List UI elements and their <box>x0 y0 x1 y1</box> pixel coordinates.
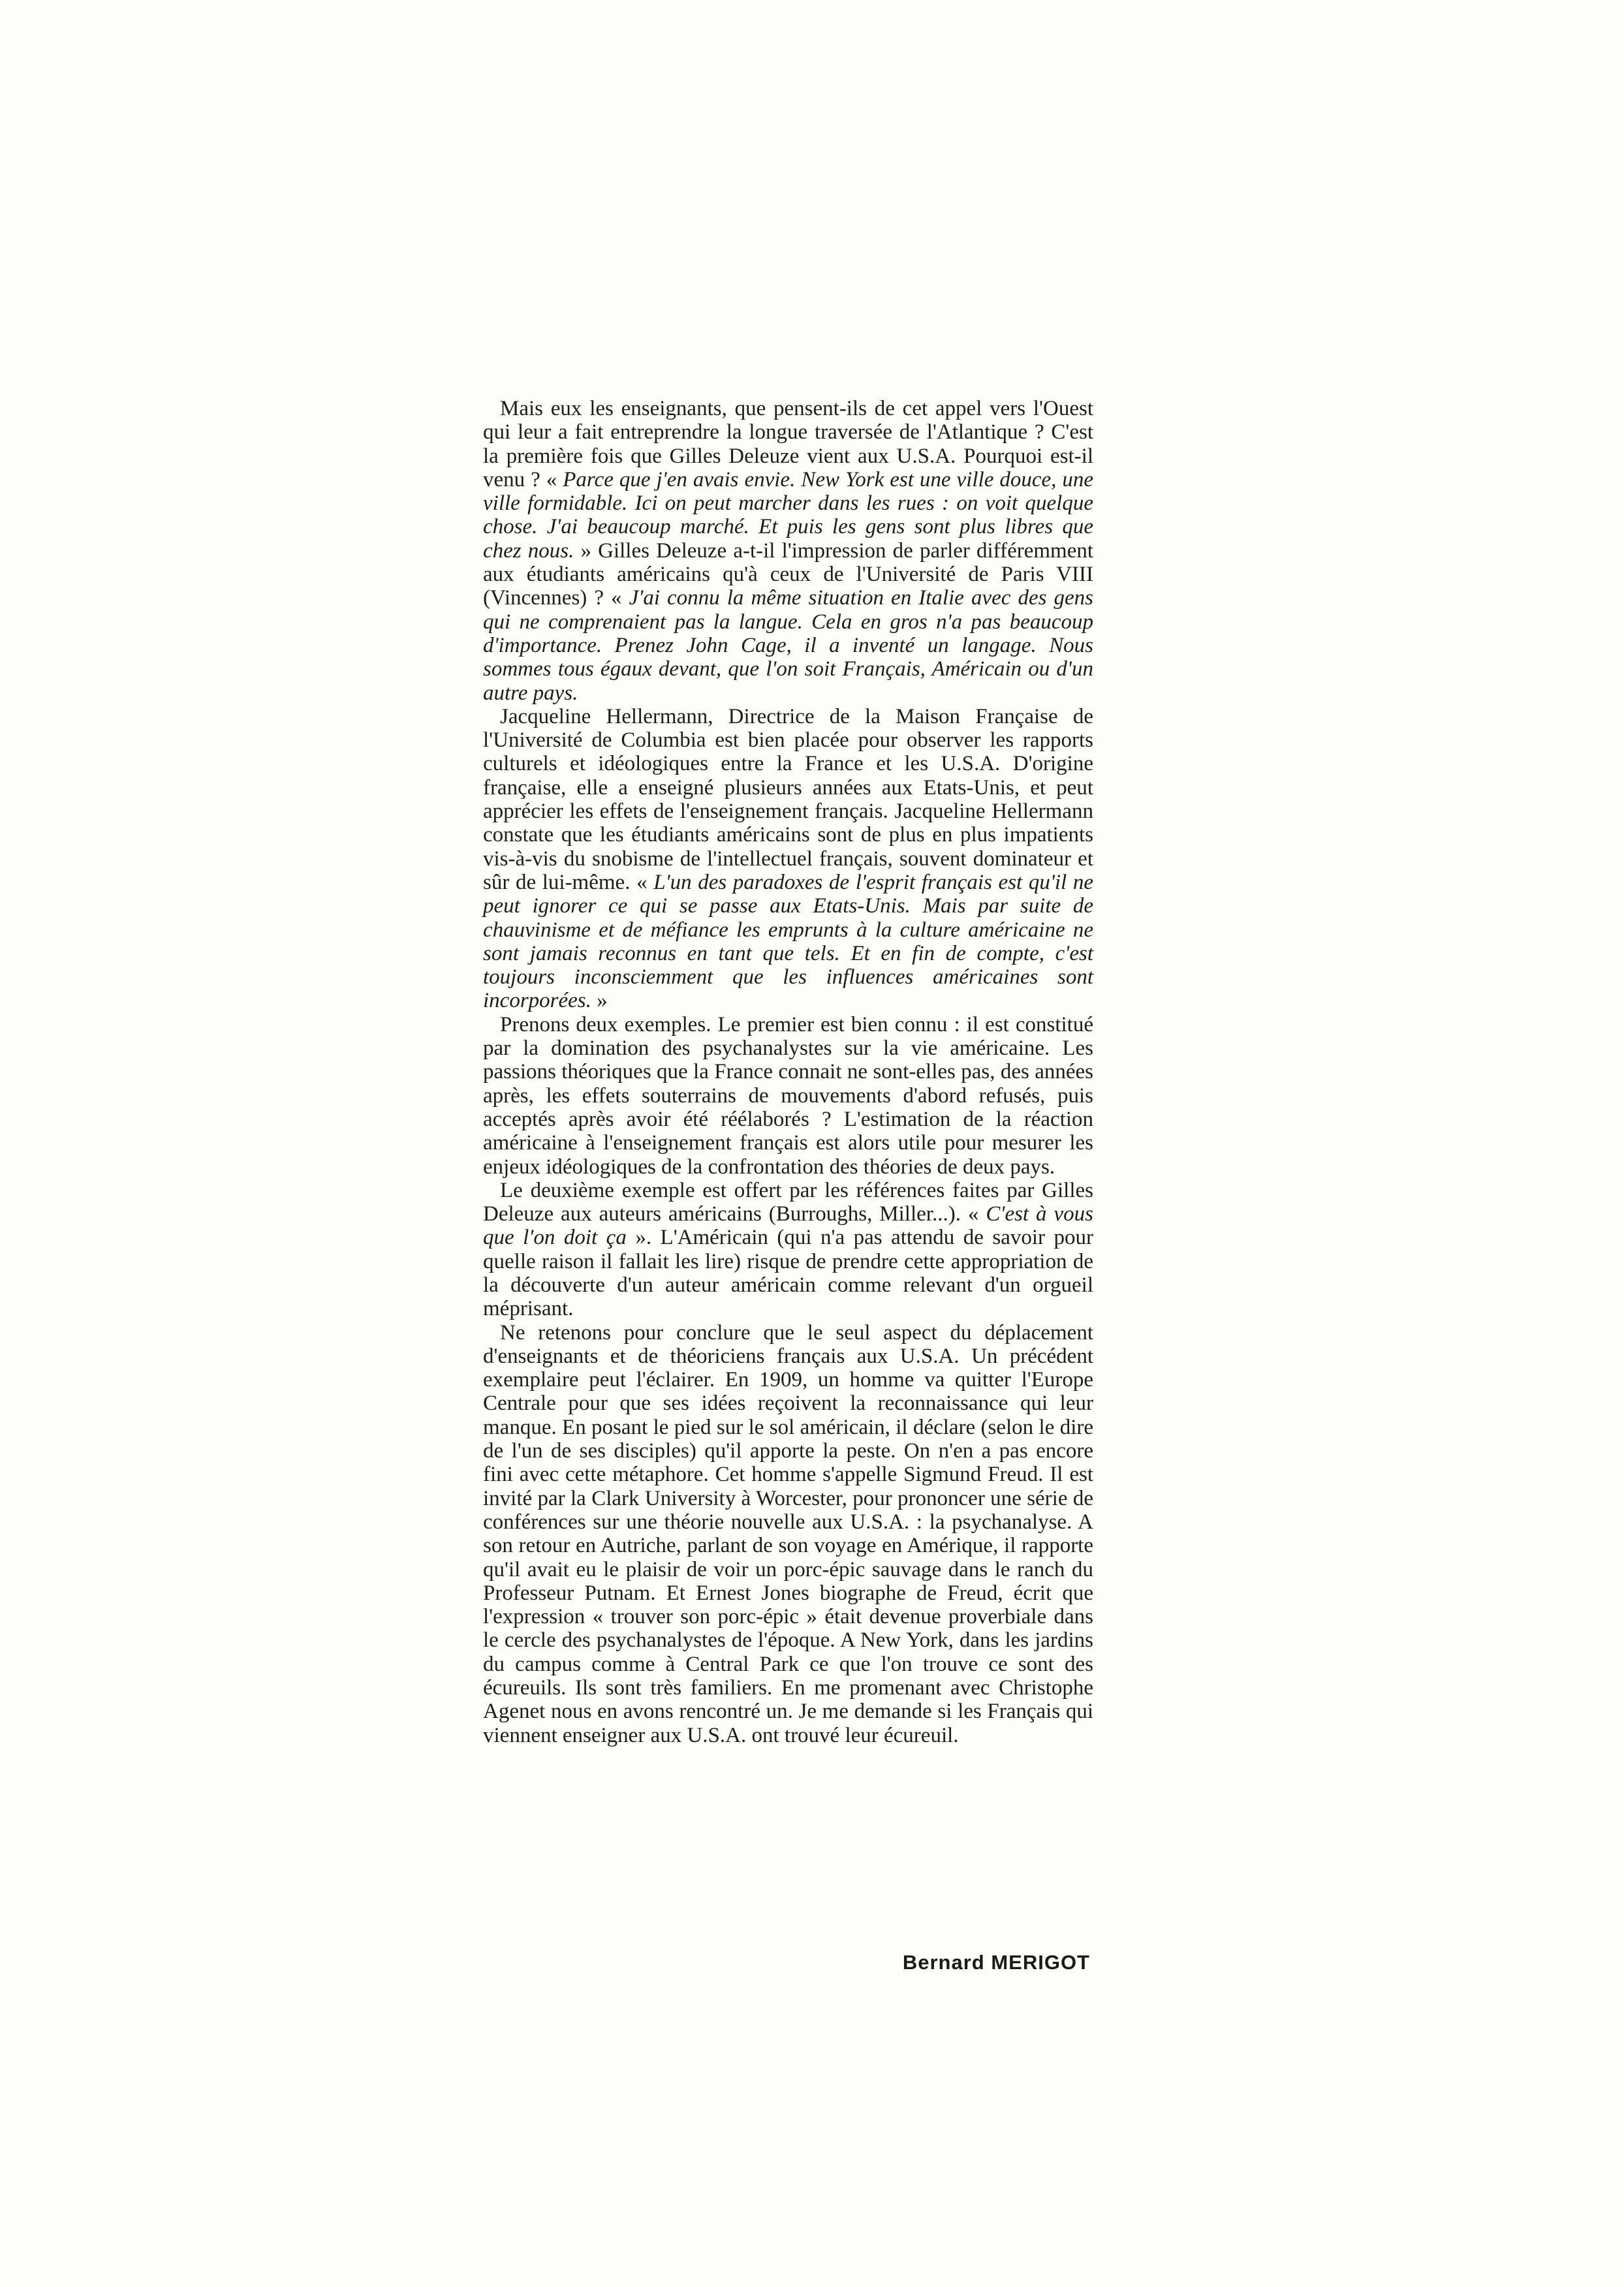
paragraph-text: » Gilles Deleuze a-t-il l'impression de parler différemment aux étudiants américains qu'à ceux de l'Université de Paris VIII (Vincennes) ? « <box>483 538 1094 610</box>
article-paragraph <box>483 1321 1093 1747</box>
article-paragraph <box>483 1013 1093 1179</box>
article-paragraph <box>483 397 1093 705</box>
paragraph-text: Prenons deux exemples. Le premier est bien connu : il est constitué par la domination des psychanalystes sur la vie américaine. Les passions théoriques que la France connait ne sont-elles pas, des années après, les effets souterrains de mouvements d'abord refusés, puis acceptés après avoir été réélaborés ? L'estimation de la réaction américaine à l'enseignement français est alors utile pour mesurer les enjeux idéologiques de la confrontation des théories de deux pays. <box>483 1012 1093 1179</box>
paragraph-text: Ne retenons pour conclure que le seul aspect du déplacement d'enseignants et de théoriciens français aux U.S.A. Un précédent exemplaire peut l'éclairer. En 1909, un homme va quitter l'Europe Centrale pour que ses idées reçoivent la reconnaissance qui leur manque. En posant le pied sur le sol américain, il déclare (selon le dire de l'un de ses disciples) qu'il apporte la peste. On n'en a pas encore fini avec cette métaphore. Cet homme s'appelle Sigmund Freud. Il est invité par la Clark University à Worcester, pour prononcer une série de conférences sur une théorie nouvelle aux U.S.A. : la psychanalyse. A son retour en Autriche, parlant de son voyage en Amérique, il rapporte qu'il avait eu le plaisir de voir un porc-épic sauvage dans le ranch du Professeur Putnam. Et Ernest Jones biographe de Freud, écrit que l'expression « trouver son porc-épic » était devenue proverbiale dans le cercle des psychanalystes de l'époque. A New York, dans les jardins du campus comme à Central Park ce que l'on trouve ce sont des écureuils. Ils sont très familiers. En me promenant avec Christophe Agenet nous en avons rencontré un. Je me demande si les Français qui viennent enseigner aux U.S.A. ont trouvé leur écureuil. <box>483 1320 1093 1747</box>
author-signature: Bernard MERIGOT <box>902 1951 1090 1974</box>
paragraph-text: » <box>591 989 608 1013</box>
quote-text: L'un des paradoxes de l'esprit français est qu'il ne peut ignorer ce qui se passe aux Etats-Unis. Mais par suite de chauvinisme et de méfiance les emprunts à la culture américaine ne sont jamais reconnus en tant que tels. Et en fin de compte, c'est toujours inconsciemment que les influences américaines sont incorporées. <box>483 870 1094 1013</box>
article-body <box>483 397 1093 1747</box>
quote-text: Parce que j'en avais envie. New York est une ville douce, une ville formidable. Ici on peut marcher dans les rues : on voit quelque chose. J'ai beaucoup marché. Et puis les gens sont plus libres que chez nous. <box>483 467 1094 563</box>
paragraph-text: Mais eux les enseignants, que pensent-ils de cet appel vers l'Ouest qui leur a fait entreprendre la longue traversée de l'Atlantique ? C'est la première fois que Gilles Deleuze vient aux U.S.A. Pourquoi est-il venu ? « <box>483 397 1093 491</box>
quote-text: J'ai connu la même situation en Italie avec des gens qui ne comprenaient pas la langue. Cela en gros n'a pas beaucoup d'importance. Prenez John Cage, il a inventé un langage. Nous sommes tous égaux devant, que l'on soit Français, Américain ou d'un autre pays. <box>483 586 1093 705</box>
article-paragraph <box>483 1179 1093 1321</box>
paragraph-text: ». L'Américain (qui n'a pas attendu de savoir pour quelle raison il fallait les lire) risque de prendre cette appropriation de la découverte d'un auteur américain comme relevant d'un orgueil méprisant. <box>483 1226 1093 1321</box>
quote-text: C'est à vous que l'on doit ça <box>483 1202 1094 1250</box>
paragraph-text: Jacqueline Hellermann, Directrice de la Maison Française de l'Université de Columbia est bien placée pour observer les rapports culturels et idéologiques entre la France et les U.S.A. D'origine française, elle a enseigné plusieurs années aux Etats-Unis, et peut apprécier les effets de l'enseignement français. Jacqueline Hellermann constate que les étudiants américains sont de plus en plus impatients vis-à-vis du snobisme de l'intellectuel français, souvent dominateur et sûr de lui-même. « <box>483 704 1093 894</box>
paragraph-text: Le deuxième exemple est offert par les références faites par Gilles Deleuze aux auteurs américains (Burroughs, Miller...). « <box>483 1178 1093 1226</box>
article-paragraph <box>483 705 1093 1013</box>
